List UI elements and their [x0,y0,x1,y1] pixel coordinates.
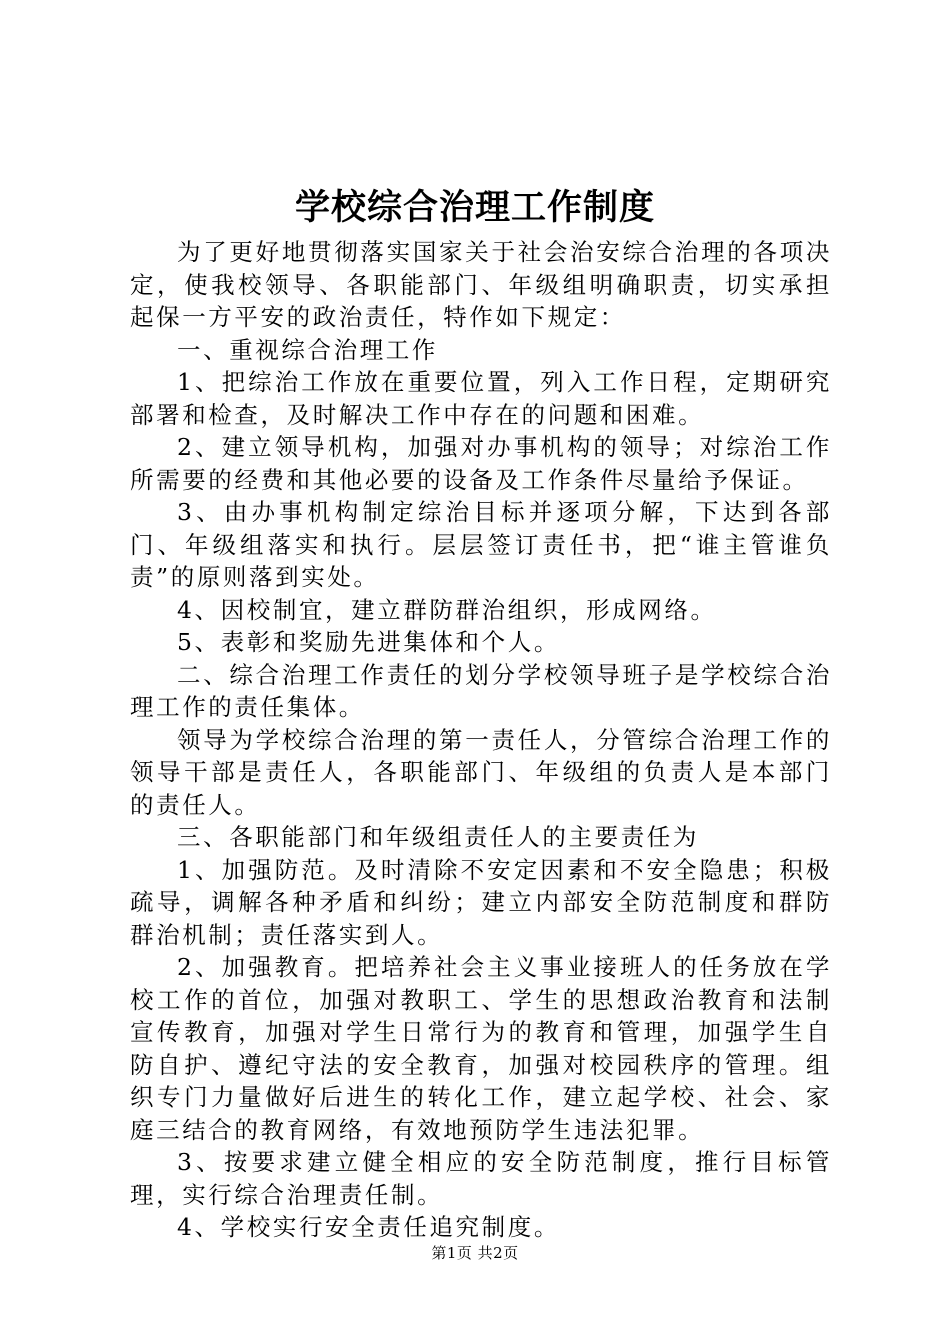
paragraph-1-5: 5、表彰和奖励先进集体和个人。 [177,628,560,656]
paragraph-2-1: 领导为学校综合治理的第一责任人，分管综合治理工作的领导干部是责任人，各职能部门、年级组的负责人是本部门的责任人。 [130,725,832,819]
paragraph-3-4: 4、学校实行安全责任追究制度。 [177,1213,560,1241]
paragraph-1-4: 4、因校制宜，建立群防群治组织，形成网络。 [177,595,717,624]
document-title: 学校综合治理工作制度 [294,187,655,228]
section-heading-2: 二、综合治理工作责任的划分学校领导班子是学校综合治理工作的责任集体。 [130,660,832,721]
paragraph-1-2: 2、建立领导机构，加强对办事机构的领导；对综治工作所需要的经费和其他必要的设备及工作条件尽量给予保证。 [130,433,832,494]
paragraph-1-3: 3、由办事机构制定综治目标并逐项分解，下达到各部门、年级组落实和执行。层层签订责任书，把“谁主管谁负责”的原则落到实处。 [130,498,832,591]
paragraph-3-2: 2、加强教育。把培养社会主义事业接班人的任务放在学校工作的首位，加强对教职工、学生的思想政治教育和法制宣传教育，加强对学生日常行为的教育和管理，加强学生自防自护、遵纪守法的安全教育，加强对校园秩序的管理。组织专门力量做好后进生的转化工作，建立起学校、社会、家庭三结合的教育网络，有效地预防学生违法犯罪。 [130,953,832,1144]
document-body [130,236,832,1244]
paragraph-intro: 为了更好地贯彻落实国家关于社会治安综合治理的各项决定，使我校领导、各职能部门、年级组明确职责，切实承担起保一方平安的政治责任，特作如下规定： [130,238,832,331]
page-number-footer: 第1页 共2页 [431,1244,519,1262]
paragraph-3-3: 3、按要求建立健全相应的安全防范制度，推行目标管理，实行综合治理责任制。 [130,1148,832,1209]
section-heading-1: 一、重视综合治理工作 [177,335,438,364]
paragraph-1-1: 1、把综治工作放在重要位置，列入工作日程，定期研究部署和检查，及时解决工作中存在的问题和困难。 [130,368,832,429]
section-heading-3: 三、各职能部门和年级组责任人的主要责任为 [177,823,699,851]
paragraph-3-1: 1、加强防范。及时清除不安定因素和不安全隐患；积极疏导，调解各种矛盾和纠纷；建立内部安全防范制度和群防群治机制；责任落实到人。 [130,855,832,949]
